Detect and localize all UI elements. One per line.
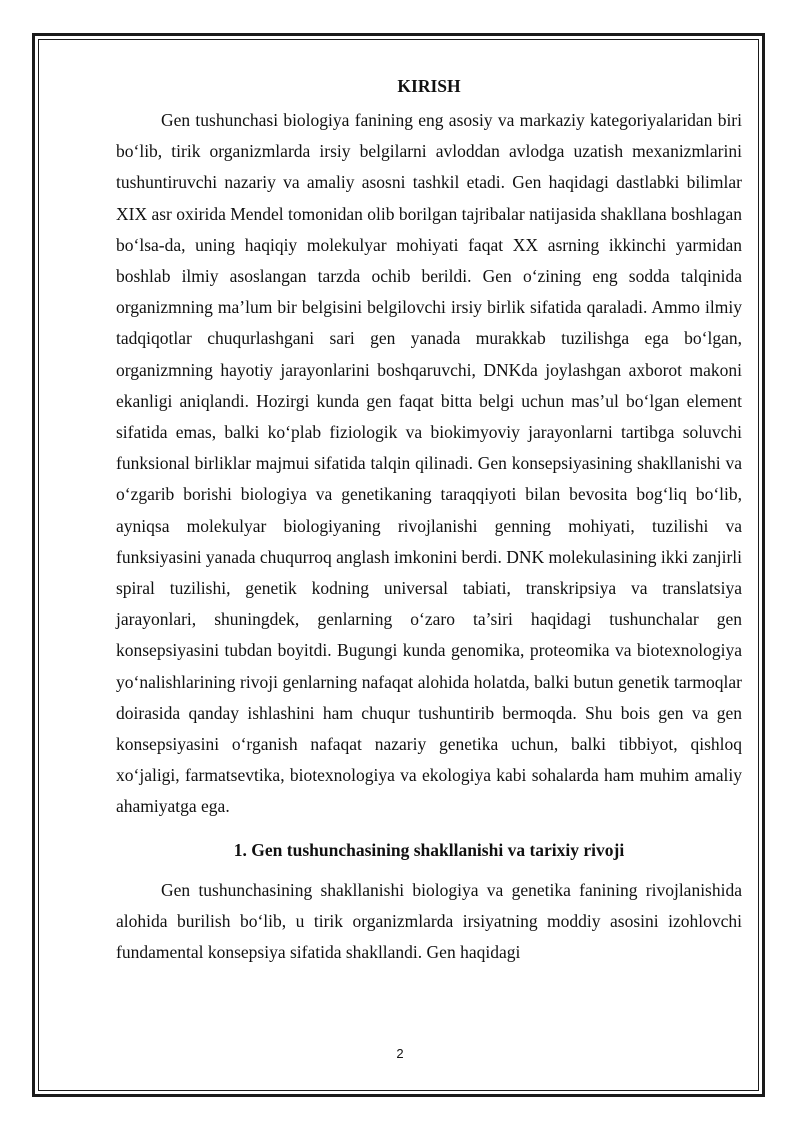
intro-paragraph: Gen tushunchasi biologiya fanining eng asosiy va markaziy kategoriyalaridan biri bo‘lib, tirik organizmlarda irsiy belgilarni avloddan avlodga uzatish mexanizmlarini tushuntiruvchi nazariy va amaliy asosni tashkil etadi. Gen haqidagi dastlabki bilimlar XIX asr oxirida Mendel tomonidan olib borilgan tajribalar natijasida shakllana boshlagan bo‘lsa-da, uning haqiqiy molekulyar mohiyati faqat XX asrning ikkinchi yarmidan boshlab ilmiy asoslangan tarzda ochib berildi. Gen o‘zining eng sodda talqinida organizmning ma’lum bir belgisini belgilovchi irsiy birlik sifatida qaraladi. Ammo ilmiy tadqiqotlar chuqurlashgani sari gen yanada murakkab tuzilishga ega bo‘lgan, organizmning hayotiy jarayonlarini boshqaruvchi, DNKda joylashgan axborot makoni ekanligi aniqlandi. Hozirgi kunda gen faqat bitta belgi uchun mas’ul bo‘lgan element sifatida emas, balki ko‘plab fiziologik va biokimyoviy jarayonlarni tartibga soluvchi funksional birliklar majmui sifatida talqin qilinadi. Gen konsepsiyasining shakllanishi va o‘zgarib borishi biologiya va genetikaning taraqqiyoti bilan bevosita bog‘liq bo‘lib, ayniqsa molekulyar biologiyaning rivojlanishi genning mohiyati, tuzilishi va funksiyasini yanada chuqurroq anglash imkonini berdi. DNK molekulasining ikki zanjirli spiral tuzilishi, genetik kodning universal tabiati, transkripsiya va translatsiya jarayonlari, shuningdek, genlarning o‘zaro ta’siri haqidagi tushunchalar gen konsepsiyasini tubdan boyitdi. Bugungi kunda genomika, proteomika va biotexnologiya yo‘nalishlarining rivoji genlarning nafaqat alohida holatda, balki butun genetik tarmoqlar doirasida qanday ishlashini ham chuqur tushuntirib bermoqda. Shu bois gen va gen konsepsiyasini o‘rganish nafaqat nazariy genetika uchun, balki tibbiyot, qishloq xo‘jaligi, farmatsevtika, biotexnologiya va ekologiya kabi sohalarda ham muhim amaliy ahamiyatga ega.: [116, 110, 742, 817]
page-number: 2: [396, 1046, 404, 1061]
section-paragraph: Gen tushunchasining shakllanishi biologiya va genetika fanining rivojlanishida alohida burilish bo‘lib, u tirik organizmlarda irsiyatning moddiy asosini izohlovchi fundamental konsepsiya sifatida shakllandi. Gen haqidagi: [116, 879, 742, 963]
section-heading: 1. Gen tushunchasining shakllanishi va tarixiy rivoji: [233, 839, 625, 860]
page-content: [116, 73, 742, 968]
page-title: KIRISH: [397, 76, 461, 96]
